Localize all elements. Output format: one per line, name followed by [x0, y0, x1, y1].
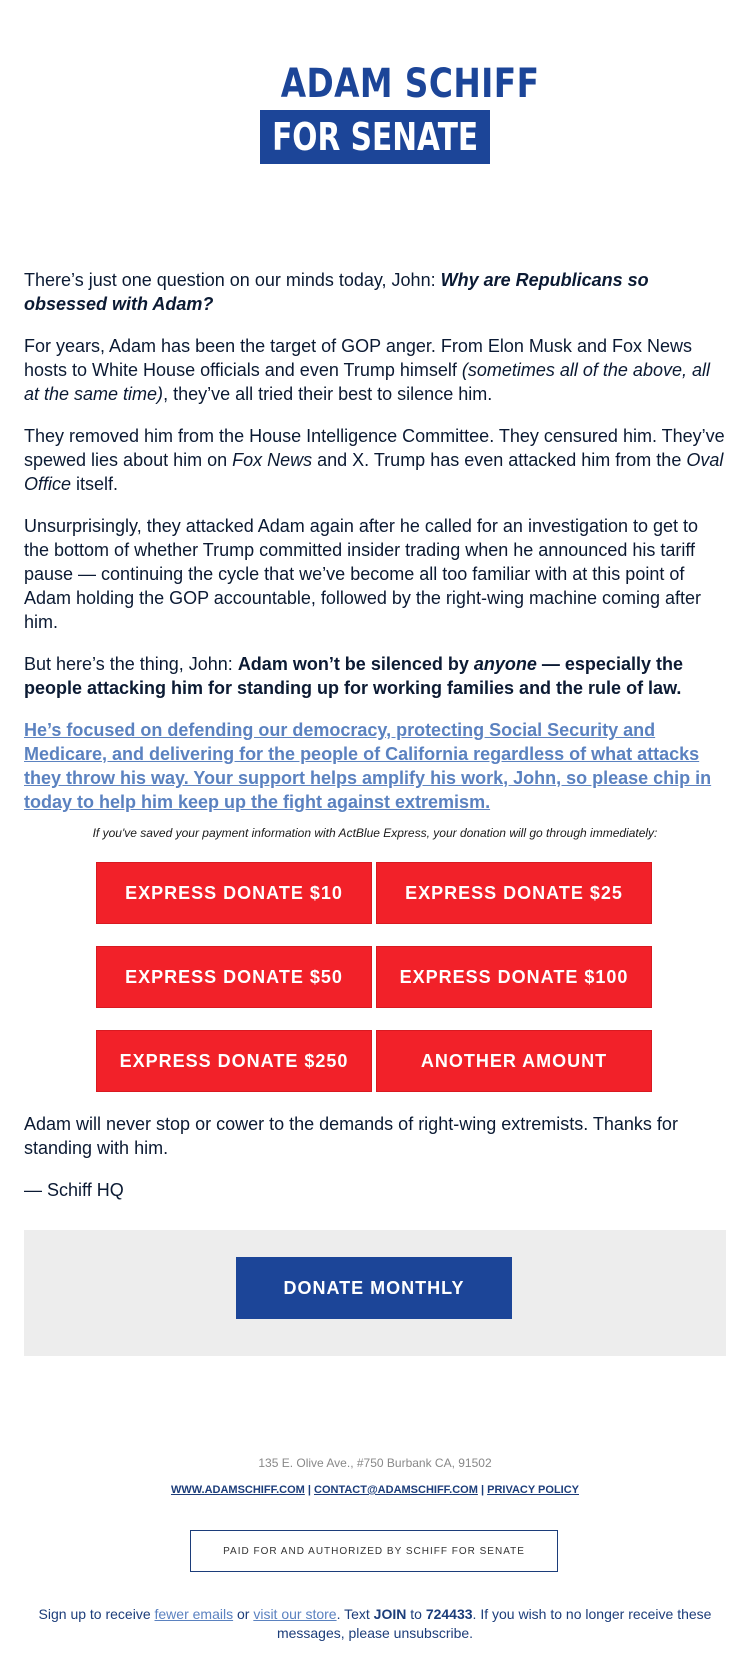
closing-paragraph: Adam will never stop or cower to the demands of right-wing extremists. Thanks for standing with him.: [24, 1114, 678, 1158]
paragraph-heres-the-thing: But here’s the thing, John: Adam won’t be silenced by anyone — especially the people attacking him for standing up for working families and the rule of law.: [24, 654, 683, 698]
closing-section: [24, 1112, 726, 1220]
express-donate-250-button[interactable]: EXPRESS DONATE $250: [96, 1030, 372, 1092]
monthly-donation-panel: [24, 1230, 726, 1356]
another-amount-button[interactable]: ANOTHER AMOUNT: [376, 1030, 652, 1092]
join-keyword: JOIN: [373, 1606, 407, 1622]
donate-text-link[interactable]: He’s focused on defending our democracy, protecting Social Security and Medicare, and delivering for the people of California regardless of what attacks they throw his way. Your support helps amplify his work, John, so please chip in today to help him keep up the fight against extremism.: [24, 720, 712, 812]
actblue-express-note: If you've saved your payment information with ActBlue Express, your donation will go through immediately:: [92, 826, 658, 840]
email-body: [24, 268, 726, 832]
paragraph-donate-link: [24, 718, 726, 814]
link-separator: |: [477, 1484, 488, 1496]
express-donate-10-button[interactable]: EXPRESS DONATE $10: [96, 862, 372, 924]
mailing-address: 135 E. Olive Ave., #750 Burbank CA, 91502: [258, 1456, 492, 1470]
link-separator: |: [304, 1484, 314, 1496]
express-donate-50-button[interactable]: EXPRESS DONATE $50: [96, 946, 372, 1008]
privacy-policy-link[interactable]: PRIVACY POLICY: [487, 1484, 579, 1496]
logo-banner: [260, 110, 490, 164]
logo-subtitle: FOR SENATE: [271, 115, 479, 159]
paid-for-text: PAID FOR AND AUTHORIZED BY SCHIFF FOR SENATE: [223, 1545, 525, 1557]
paragraph-unsurprisingly: Unsurprisingly, they attacked Adam again after he called for an investigation to get to the bottom of whether Trump committed insider trading when he announced his tariff pause — continuing the cycle that we’ve become all too familiar with at this point of Adam holding the GOP accountable, followed by the right-wing machine coming after him.: [24, 516, 702, 632]
fewer-emails-link[interactable]: fewer emails: [154, 1606, 234, 1622]
contact-email-link[interactable]: CONTACT@ADAMSCHIFF.COM: [314, 1484, 478, 1496]
donate-monthly-button[interactable]: DONATE MONTHLY: [236, 1257, 512, 1319]
paragraph-removed: They removed him from the House Intelligence Committee. They censured him. They’ve spewed lies about him on Fox News and X. Trump has even attacked him from the Oval Office itself.: [24, 426, 725, 494]
campaign-logo: [260, 61, 540, 164]
website-link[interactable]: WWW.ADAMSCHIFF.COM: [170, 1484, 305, 1496]
paid-for-disclaimer: [190, 1530, 558, 1572]
paragraph-years: For years, Adam has been the target of GOP anger. From Elon Musk and Fox News hosts to White House officials and even Trump himself (sometimes all of the above, all at the same time), they’ve all tried their best to silence him.: [24, 336, 710, 404]
text-shortcode: 724433: [425, 1606, 473, 1622]
express-donate-25-button[interactable]: EXPRESS DONATE $25: [376, 862, 652, 924]
logo-name: ADAM SCHIFF: [280, 61, 540, 107]
visit-store-link[interactable]: visit our store: [253, 1606, 337, 1622]
signup-footer: Sign up to receive fewer emails or visit our store. Text JOIN to 724433. If you wish to no longer receive these messages, please unsubscribe.: [38, 1606, 712, 1641]
paragraph-intro: There’s just one question on our minds today, John: Why are Republicans so obsessed with Adam?: [24, 270, 649, 314]
footer-links: [0, 1484, 750, 1496]
express-donate-100-button[interactable]: EXPRESS DONATE $100: [376, 946, 652, 1008]
signature: — Schiff HQ: [24, 1180, 124, 1200]
